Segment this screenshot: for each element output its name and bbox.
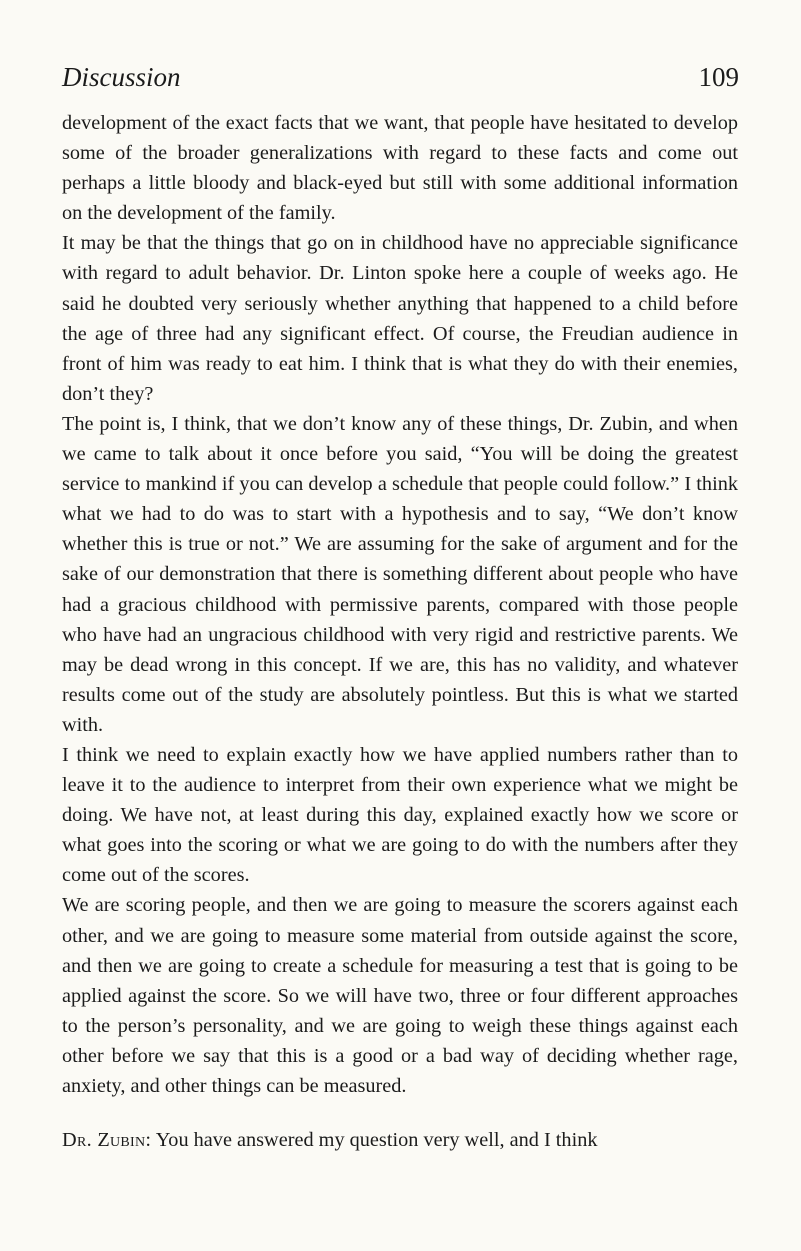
body-text: [62, 108, 738, 1155]
paragraph-1: development of the exact facts that we want, that people have hesitated to develop some of the broader generalizations with regard to these facts and come out perhaps a little bloody and black-eyed but still with some additional information on the development of the family.: [62, 112, 738, 225]
speaker-name: Dr. Zubin:: [62, 1129, 152, 1152]
paragraph-2: It may be that the things that go on in childhood have no appreciable significance with regard to adult behavior. Dr. Linton spoke here a couple of weeks ago. He said he doubted very seriously whether anything that happened to a child before the age of three had any significant effect. Of course, the Freudian audience in front of him was ready to eat him. I think that is what they do with their enemies, don’t they?: [62, 232, 738, 405]
speaker-paragraph: [62, 1125, 738, 1155]
paragraph-4: I think we need to explain exactly how we have applied numbers rather than to leave it to the audience to interpret from their own experience what we might be doing. We have not, at least during this day, explained exactly how we score or what goes into the scoring or what we are going to do with the numbers after they come out of the scores.: [62, 743, 738, 887]
page-number: 109: [698, 62, 739, 92]
paragraph-3: The point is, I think, that we don’t know any of these things, Dr. Zubin, and when we came to talk about it once before you said, “You will be doing the greatest service to mankind if you can develop a schedule that people could follow.” I think what we had to do was to start with a hypothesis and to say, “We don’t know whether this is true or not.” We are assuming for the sake of argument and for the sake of our demonstration that there is something different about people who have had a gracious childhood with permissive parents, compared with those people who have had an ungracious childhood with very rigid and restrictive parents. We may be dead wrong in this concept. If we are, this has no validity, and whatever results come out of the study are absolutely pointless. But this is what we started with.: [62, 412, 738, 736]
page-header: [62, 62, 739, 93]
speaker-text: You have answered my question very well, and I think: [151, 1129, 598, 1152]
paragraph-gap: [62, 1101, 738, 1125]
running-head: Discussion: [62, 62, 181, 92]
paragraph-5: We are scoring people, and then we are going to measure the scorers against each other, and we are going to measure some material from outside against the score, and then we are going to create a schedule for measuring a test that is going to be applied against the score. So we will have two, three or four different approaches to the person’s personality, and we are going to weigh these things against each other before we say that this is a good or a bad way of deciding whether rage, anxiety, and other things can be measured.: [62, 894, 738, 1097]
